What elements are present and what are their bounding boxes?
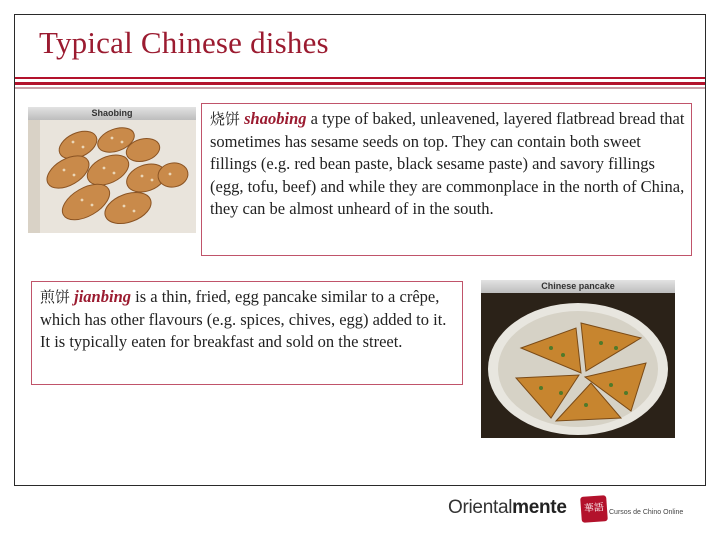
brand-stamp-icon: 華語 — [580, 495, 608, 523]
pancake-image — [481, 293, 675, 438]
title-rule-middle — [15, 82, 705, 85]
brand-part-2: mente — [512, 497, 567, 518]
shaobing-text: a type of baked, unleavened, layered flatbread bread that sometimes has sesame seeds on top. They can contain both sweet fillings (e.g. red bean paste, black sesame paste) and savory fillings (egg, tofu, beef) and while they are commonplace in the north of China, they can be almost unheard of in the south. — [210, 109, 685, 218]
slide-title: Typical Chinese dishes — [39, 25, 329, 60]
jianbing-term: jianbing — [74, 287, 131, 306]
shaobing-photo — [28, 107, 196, 233]
jianbing-photo-caption: Chinese pancake — [481, 280, 675, 293]
brand-part-1: Oriental — [448, 497, 513, 518]
brand-logo-text — [448, 497, 567, 519]
shaobing-photo-caption: Shaobing — [28, 107, 196, 120]
title-rule-top — [15, 77, 705, 79]
jianbing-text: is a thin, fried, egg pancake similar to a crêpe, which has other flavours (e.g. spices, chives, egg) added to it. It is typically eaten for breakfast and sold on the street. — [40, 287, 447, 351]
title-rule-bottom — [15, 87, 705, 89]
shaobing-description — [201, 103, 692, 256]
brand-tagline: Cursos de Chino Online — [609, 509, 684, 516]
shaobing-hanzi: 烧饼 — [210, 110, 241, 128]
slide-frame — [14, 14, 706, 486]
shaobing-image — [28, 120, 196, 233]
jianbing-photo — [481, 280, 675, 438]
shaobing-term: shaobing — [244, 109, 307, 128]
jianbing-hanzi: 煎饼 — [40, 288, 71, 306]
jianbing-description — [31, 281, 463, 385]
